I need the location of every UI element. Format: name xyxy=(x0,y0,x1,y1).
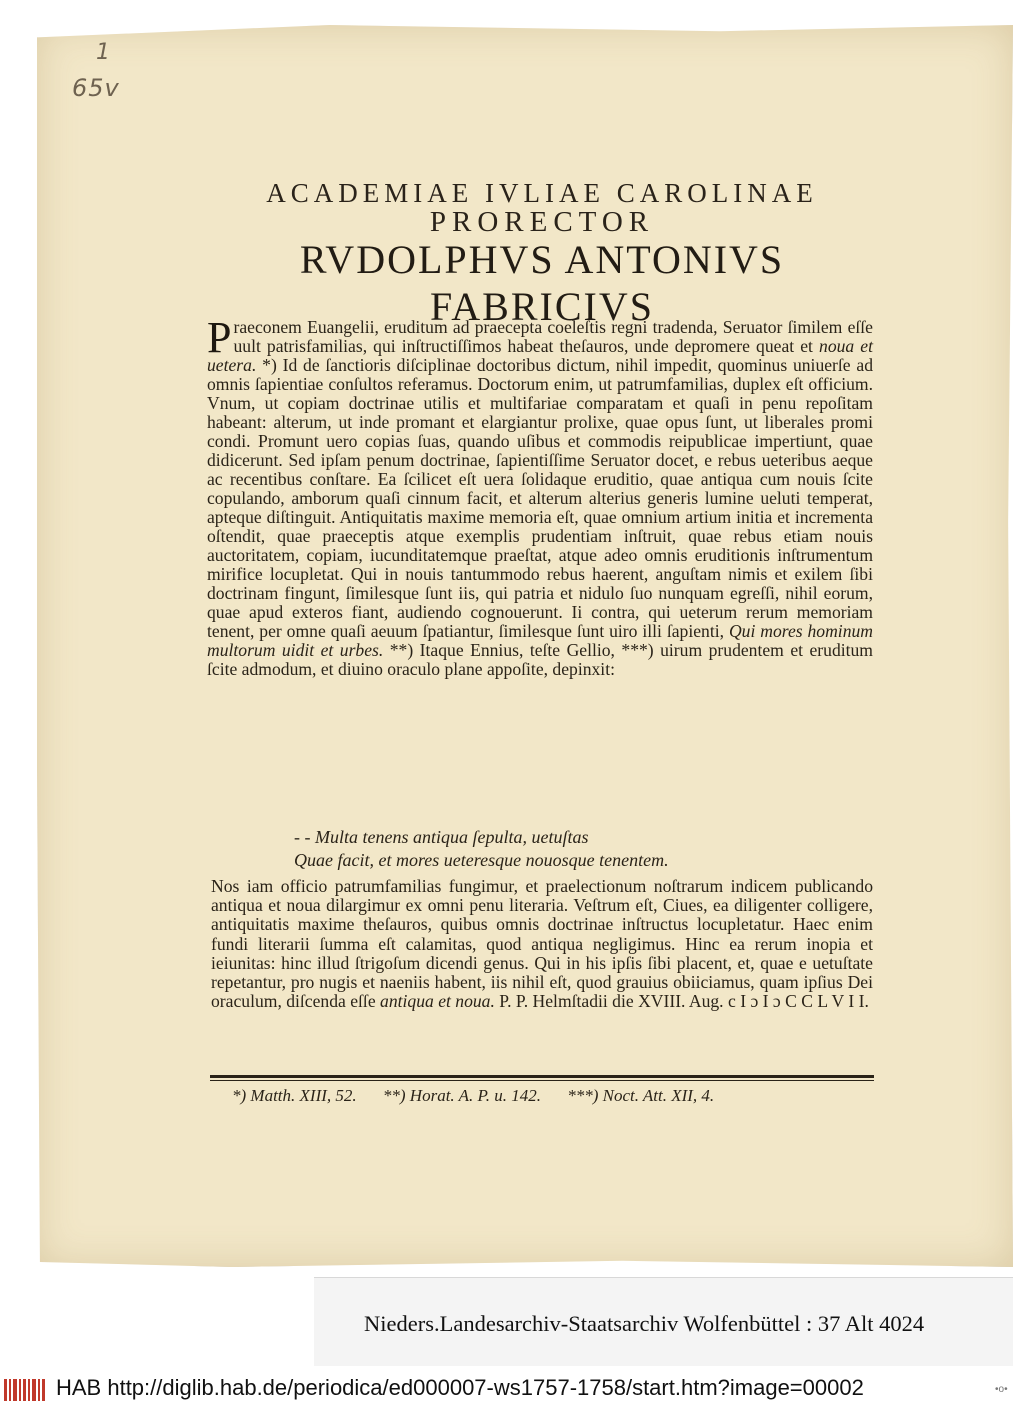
handwritten-note-number: 1 xyxy=(96,40,110,65)
paragraph-2-text-b: P. P. Helmſtadii die XVIII. Aug. c I ɔ I ɔ C C L V I I. xyxy=(494,991,869,1012)
verse-line-2: Quae facit, et mores ueteresque nouosque tenentem. xyxy=(294,850,669,870)
paragraph-1-text-a: raeconem Euangelii, eruditum ad praecepta coeleſtis regni tradenda, Seruator ſimilem eſſe uult patrisfamilias, qui inſtructiſſimos habeat theſauros, unde depromere queat et xyxy=(233,317,873,356)
drop-cap: P xyxy=(207,313,232,362)
paragraph-2 xyxy=(211,877,873,1011)
footer-bar xyxy=(0,1367,1024,1409)
footnote-1: *) Matth. XIII, 52. xyxy=(232,1086,357,1105)
paragraph-2-text-a: Nos iam officio patrumfamilias fungimur, et praelectionum noſtrarum indicem publicando antiqua et noua dilargimur ex omni penu literaria. Veſtrum eſt, Ciues, ea diligenter colligere, antiquitatis maxime theſauros, quibus omnis doctrinae inſtructus locupletatur. Haec enim fundi literarii ſumma eſt calamitas, quod antiqua negligimus. Hinc ea rerum inopia et ieiunitas: hinc illud ſtrigoſum dicendi genus. Qui in his ipſis ſibi placent, et, quae e uetuſtate repetantur, pro nugis et naeniis habent, iis nihil eſt, quod grauius obiiciamus, quam ipſius Dei oraculum, diſcenda eſſe xyxy=(211,876,873,1012)
footnote-divider-thick xyxy=(210,1075,874,1078)
footnote-2: **) Horat. A. P. u. 142. xyxy=(382,1086,541,1105)
heading-academy: ACADEMIAE IVLIAE CAROLINAE xyxy=(266,178,818,208)
verse-quote xyxy=(294,826,669,872)
archive-label-box xyxy=(314,1277,1013,1366)
paragraph-1-italic-b: Qui mores hominum multorum uidit et urbes. xyxy=(207,621,873,660)
handwritten-note-folio: 65v xyxy=(72,74,120,102)
footer-trailing-mark: •o• xyxy=(995,1384,1008,1395)
heading-name: RVDOLPHVS ANTONIVS FABRICIVS xyxy=(299,237,785,329)
paragraph-1-text-b: *) Id de ſanctioris diſciplinae doctoribus dictum, nihil impedit, quominus uniuerſe ad omnis ſapientiae conſultos referamus. Doctorum enim, ut patrumfamilias, duplex eſt officium. Vnum, ut copiam doctrinae utilis et multifariae comparatam et quaſi in penu repoſitam habeant: alterum, ut inde promant et elargiantur prolixe, quae opus ſunt, ut liberales promi condi. Promunt uero copias ſuas, quando uſibus et commodis reipublicae impertiunt, quae didicerunt. Sed ipſam penum doctrinae, ſapientiſſime Seruator docet, e rebus ueteribus aeque ac recentibus conſtare. Ea ſcilicet eſt uera ſolidaque eruditio, quae antiqua cum nouis ſcite copulando, amborum quaſi cinnum facit, et alterum alterius generis lumine ueluti temperat, apteque diſtinguit. Antiquitatis maxime memoria eſt, quae omnium artium initia et incrementa oſtendit, quae praeceptis atque exemplis prudentiam inſtruit, quae rebus etiam nouis auctoritatem, copiam, iucunditatemque praeſtat, atque adeo omnis eruditionis inſtrumentum mirifice locupletat. Qui in nouis tantummodo rebus haerent, anguſtam nimis et exilem ſibi doctrinam fingunt, ſimilesque ſunt iis, qui patria et nidulo ſuo nunquam egreſſi, nihil eorum, quae apud exteros fiant, audiendo cognouerunt. Ii contra, qui ueterum rerum memoriam tenent, per omne quaſi aeuum ſpatiantur, ſimilesque ſunt uiro illi ſapienti, xyxy=(207,355,873,641)
footnote-divider-thin xyxy=(210,1080,874,1081)
hab-barcode-icon xyxy=(4,1379,48,1405)
footnotes xyxy=(232,1086,872,1106)
archive-label: Nieders.Landesarchiv-Staatsarchiv Wolfenbüttel : 37 Alt 4024 xyxy=(364,1311,925,1336)
paragraph-1-text-c: **) Itaque Ennius, teſte Gellio, ***) uirum prudentem et eruditum ſcite admodum, et diuino oraculo plane appoſite, depinxit: xyxy=(207,640,873,679)
paragraph-1 xyxy=(207,313,873,679)
footnote-3: ***) Noct. Att. XII, 4. xyxy=(567,1086,715,1105)
footer-url[interactable]: HAB http://diglib.hab.de/periodica/ed000007-ws1757-1758/start.htm?image=00002 xyxy=(56,1375,864,1400)
paragraph-1-italic-a: noua et uetera. xyxy=(207,336,873,375)
heading-prorector: PRORECTOR xyxy=(429,206,655,238)
verse-line-1: - - Multa tenens antiqua ſepulta, uetuſtas xyxy=(294,827,589,847)
paragraph-2-italic-a: antiqua et noua. xyxy=(380,991,495,1012)
